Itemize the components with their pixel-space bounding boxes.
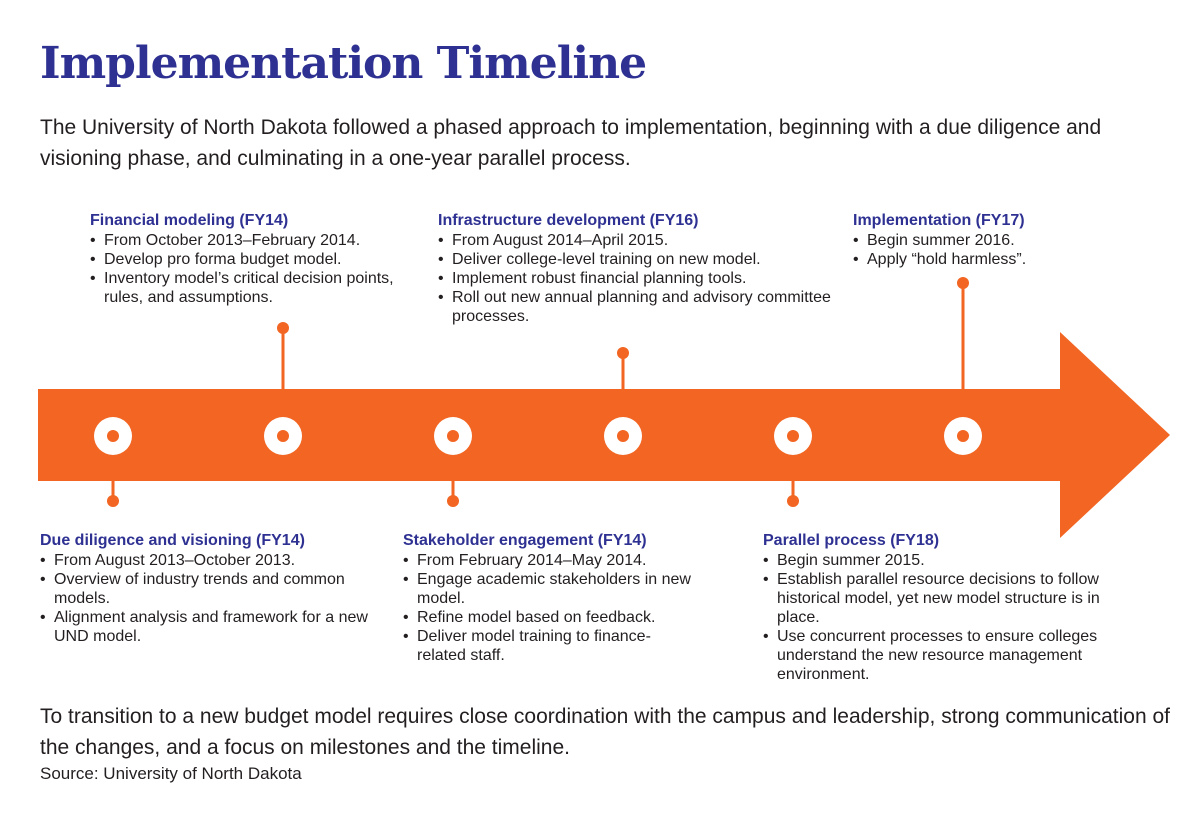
bullet-item: • Alignment analysis and framework for a new UND model. [40, 608, 374, 646]
milestone-bullets [763, 551, 1123, 684]
connector-dot-5 [787, 495, 799, 507]
bullet-item: • Engage academic stakeholders in new model. [403, 570, 707, 608]
milestone-bullets [90, 231, 430, 307]
milestone-implementation [853, 211, 1153, 269]
bullet-item: • Apply “hold harmless”. [853, 250, 1153, 269]
source-note: Source: University of North Dakota [40, 764, 302, 783]
milestone-parallel-process [763, 531, 1123, 684]
connector-dot-1 [107, 495, 119, 507]
milestone-bullets [403, 551, 723, 665]
milestone-heading: Due diligence and visioning (FY14) [40, 532, 305, 549]
milestone-infrastructure-development [438, 211, 838, 326]
milestone-bullets [853, 231, 1153, 269]
bullet-item: • From October 2013–February 2014. [90, 231, 430, 250]
bullet-item: • From February 2014–May 2014. [403, 551, 723, 570]
bullet-item: • Deliver college-level training on new model. [438, 250, 838, 269]
milestone-heading: Infrastructure development (FY16) [438, 212, 699, 229]
bullet-item: • Refine model based on feedback. [403, 608, 723, 627]
connector-dot-3 [447, 495, 459, 507]
milestone-heading: Parallel process (FY18) [763, 532, 940, 549]
bullet-item: • Deliver model training to finance-related staff. [403, 627, 667, 665]
milestone-marker-6 [944, 417, 982, 455]
milestone-marker-4 [604, 417, 642, 455]
intro-text: The University of North Dakota followed a phased approach to implementation, beginning with a due diligence and visioning phase, and culminating in a one-year parallel process. [40, 116, 1102, 170]
connector-dot-4 [617, 347, 629, 359]
page-title: Implementation Timeline [40, 38, 647, 89]
bullet-item: • Overview of industry trends and common models. [40, 570, 354, 608]
connector-dot-2 [277, 322, 289, 334]
milestone-heading: Financial modeling (FY14) [90, 212, 289, 229]
bullet-item: • Use concurrent processes to ensure colleges understand the new resource management environment. [763, 627, 1127, 684]
milestone-stakeholder-engagement [403, 531, 723, 665]
bullet-item: • Inventory model’s critical decision points, rules, and assumptions. [90, 269, 424, 307]
connector-dot-6 [957, 277, 969, 289]
milestone-marker-1 [94, 417, 132, 455]
bullet-item: • Establish parallel resource decisions to follow historical model, yet new model structure is in place. [763, 570, 1127, 627]
milestone-due-diligence [40, 531, 370, 646]
bullet-item: • Begin summer 2016. [853, 231, 1153, 250]
bullet-item: • From August 2014–April 2015. [438, 231, 838, 250]
bullet-item: • Roll out new annual planning and advisory committee processes. [438, 288, 842, 326]
milestone-bullets [40, 551, 370, 646]
arrow-shape [38, 332, 1170, 538]
milestone-heading: Stakeholder engagement (FY14) [403, 532, 647, 549]
bullet-item: • Implement robust financial planning tools. [438, 269, 838, 288]
milestone-bullets [438, 231, 838, 326]
milestone-marker-2 [264, 417, 302, 455]
milestone-financial-modeling [90, 211, 430, 307]
outro-text: To transition to a new budget model requires close coordination with the campus and leadership, strong communication of the changes, and a focus on milestones and the timeline. [40, 705, 1170, 759]
milestone-marker-5 [774, 417, 812, 455]
milestone-heading: Implementation (FY17) [853, 212, 1025, 229]
bullet-item: • Develop pro forma budget model. [90, 250, 430, 269]
bullet-item: • Begin summer 2015. [763, 551, 1123, 570]
milestone-marker-3 [434, 417, 472, 455]
bullet-item: • From August 2013–October 2013. [40, 551, 370, 570]
